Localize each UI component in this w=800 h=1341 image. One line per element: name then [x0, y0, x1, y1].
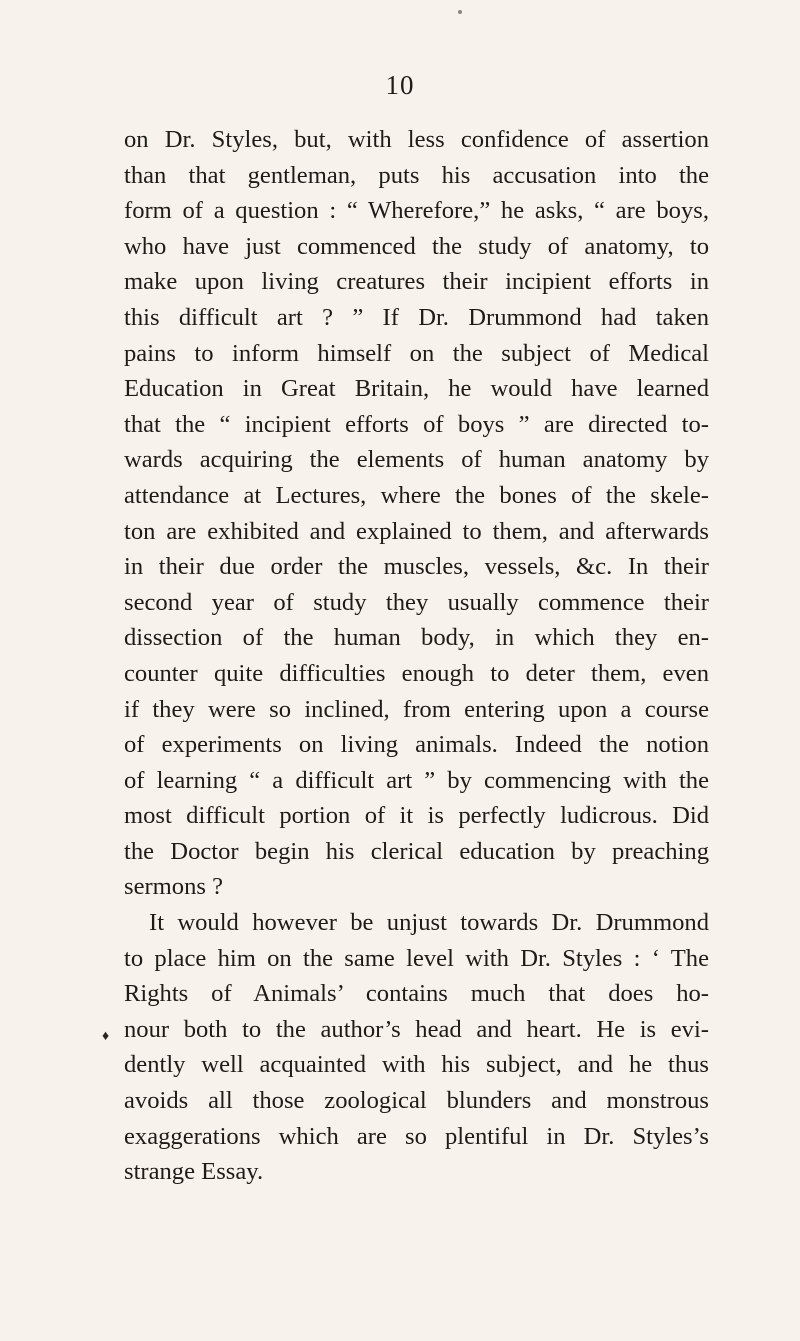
- text-line: to place him on the same level with Dr. Styles : ‘ The: [124, 944, 709, 972]
- text-line: second year of study they usually commence their: [124, 588, 709, 616]
- text-line: attendance at Lectures, where the bones of the skele-: [124, 481, 709, 509]
- paragraph-1: [124, 122, 709, 905]
- text-line: in their due order the muscles, vessels, &c. In their: [124, 553, 709, 581]
- body-text: [124, 122, 709, 1190]
- paragraph-2: [124, 905, 709, 1190]
- text-line: than that gentleman, puts his accusation into the: [124, 161, 709, 189]
- text-line: Education in Great Britain, he would have learned: [124, 375, 709, 403]
- text-line: It would however be unjust towards Dr. Drummond: [149, 909, 709, 937]
- text-line: avoids all those zoological blunders and monstrous: [124, 1087, 709, 1115]
- text-line: pains to inform himself on the subject of Medical: [124, 339, 709, 367]
- text-line: of learning “ a difficult art ” by commencing with the: [124, 766, 709, 794]
- text-line: of experiments on living animals. Indeed the notion: [124, 731, 709, 759]
- text-line: most difficult portion of it is perfectly ludicrous. Did: [124, 802, 709, 830]
- text-line: on Dr. Styles, but, with less confidence of assertion: [124, 126, 709, 153]
- text-line: that the “ incipient efforts of boys ” are directed to-: [124, 410, 709, 438]
- text-line: the Doctor begin his clerical education by preaching: [124, 837, 709, 865]
- text-line: dissection of the human body, in which they en-: [124, 624, 709, 652]
- text-line: make upon living creatures their incipient efforts in: [124, 268, 709, 296]
- diamond-ornament-icon: ♦: [102, 1029, 110, 1044]
- printing-speck: [458, 10, 462, 14]
- text-line: who have just commenced the study of anatomy, to: [124, 232, 709, 260]
- text-line: sermons ?: [124, 873, 224, 901]
- text-line: wards acquiring the elements of human anatomy by: [124, 446, 709, 474]
- text-line: strange Essay.: [124, 1158, 264, 1186]
- text-line: counter quite difficulties enough to deter them, even: [124, 659, 709, 687]
- page-number: 10: [385, 70, 415, 100]
- text-line: form of a question : “ Wherefore,” he asks, “ are boys,: [124, 197, 709, 225]
- text-line: if they were so inclined, from entering upon a course: [124, 695, 709, 723]
- text-line: Rights of Animals’ contains much that does ho-: [124, 980, 709, 1008]
- text-line: dently well acquainted with his subject, and he thus: [124, 1051, 709, 1079]
- text-line: this difficult art ? ” If Dr. Drummond had taken: [124, 303, 709, 331]
- text-line: ton are exhibited and explained to them, and afterwards: [124, 517, 709, 545]
- text-line: exaggerations which are so plentiful in Dr. Styles’s: [124, 1122, 709, 1150]
- text-line: nour both to the author’s head and heart. He is evi-: [124, 1015, 709, 1043]
